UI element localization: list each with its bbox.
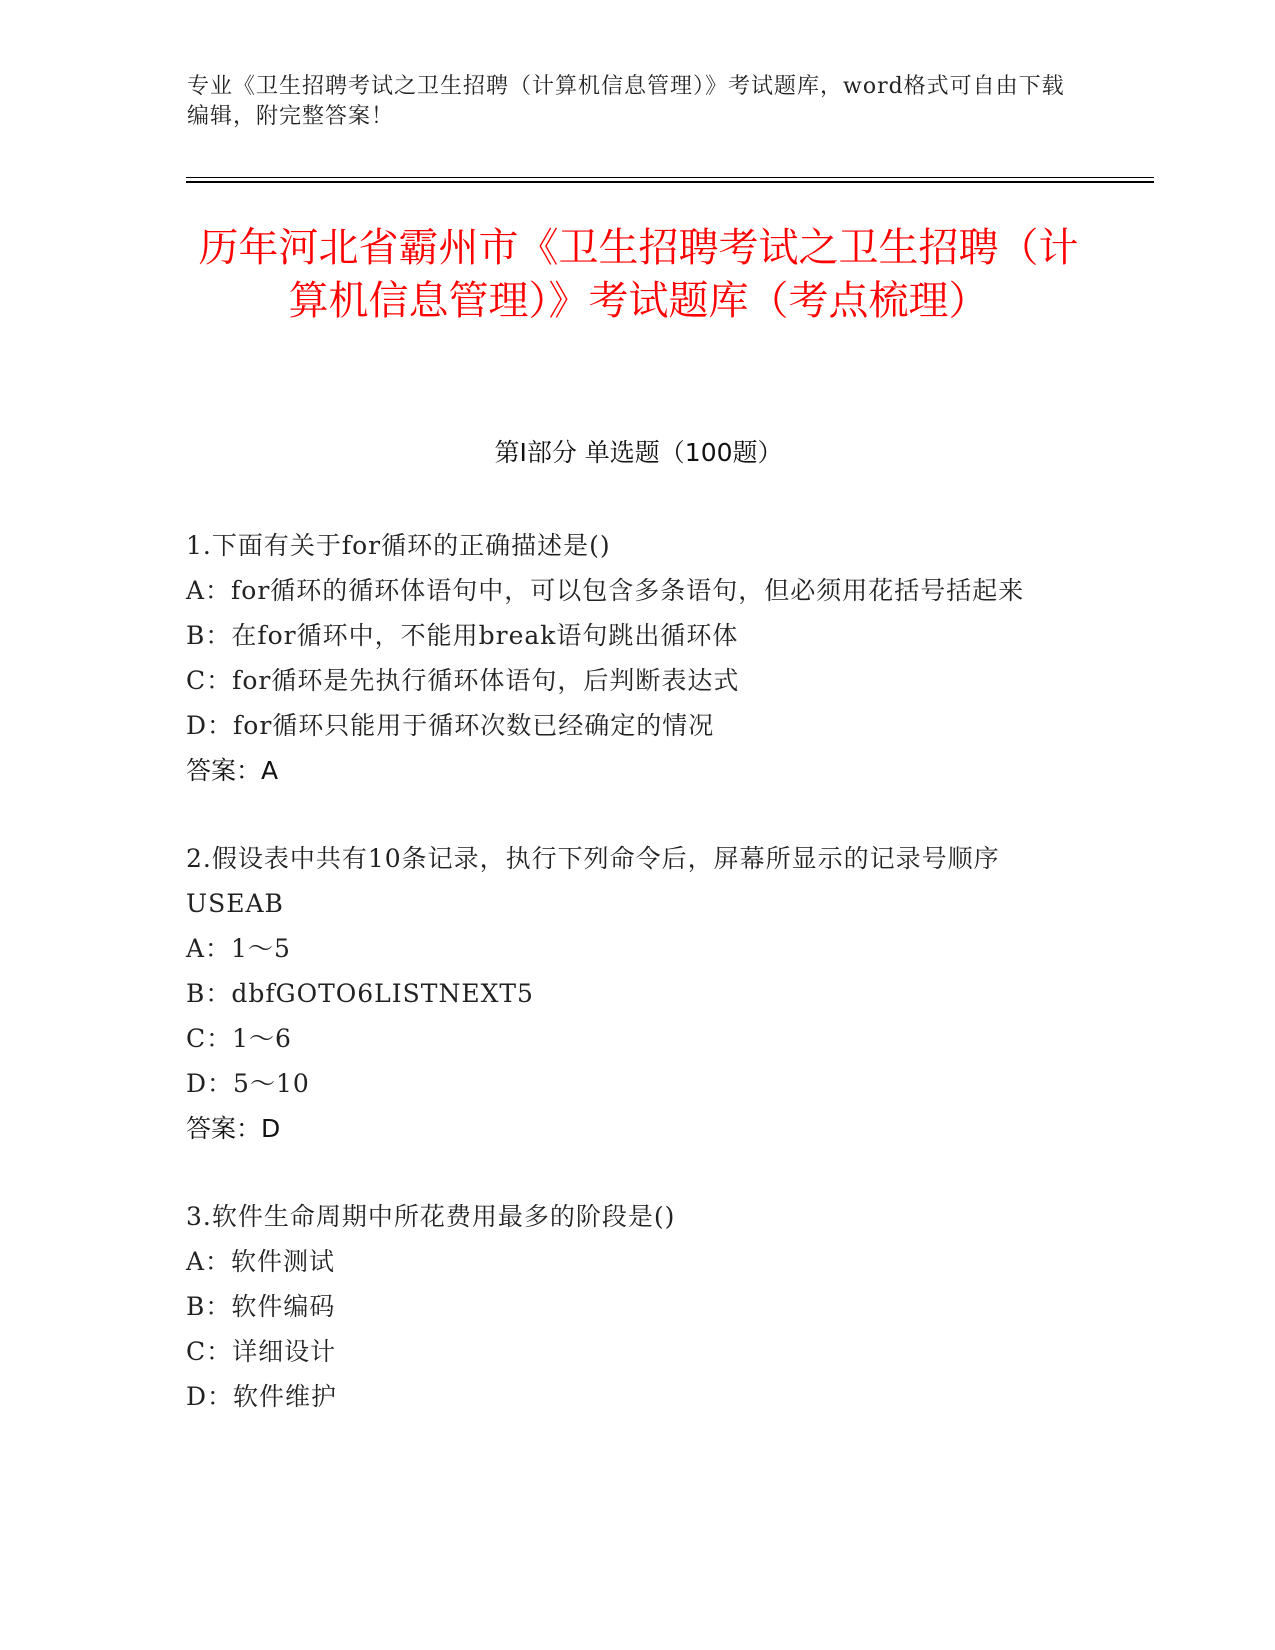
option-a: A：1～5 [186, 934, 291, 963]
option-a: A：for循环的循环体语句中，可以包含多条语句，但必须用花括号括起来 [186, 576, 1025, 605]
option-a: A：软件测试 [186, 1247, 336, 1276]
option-c: C：for循环是先执行循环体语句，后判断表达式 [186, 666, 740, 695]
option-d: D：5～10 [186, 1069, 310, 1098]
question-list [186, 523, 1091, 1462]
option-d: D：软件维护 [186, 1382, 338, 1411]
header-divider-thick [186, 181, 1154, 183]
header-note: 专业《卫生招聘考试之卫生招聘（计算机信息管理）》考试题库，word格式可自由下载编辑，附完整答案！ [187, 74, 1065, 129]
option-b: B：软件编码 [186, 1292, 336, 1321]
option-c: C：1～6 [186, 1024, 292, 1053]
question-stem: 3.软件生命周期中所花费用最多的阶段是() [186, 1202, 676, 1231]
option-d: D：for循环只能用于循环次数已经确定的情况 [186, 711, 715, 740]
answer-line: 答案：D [186, 1114, 281, 1143]
question-1 [186, 523, 1091, 793]
document-title: 历年河北省霸州市《卫生招聘考试之卫生招聘（计算机信息管理）》考试题库（考点梳理） [198, 225, 1079, 324]
question-2 [186, 836, 1091, 1151]
question-3 [186, 1194, 1091, 1419]
header-divider-thin [186, 177, 1154, 178]
option-b: B：dbfGOTO6LISTNEXT5 [186, 979, 534, 1008]
option-b: B：在for循环中，不能用break语句跳出循环体 [186, 621, 739, 650]
option-c: C：详细设计 [186, 1337, 337, 1366]
question-stem: 1.下面有关于for循环的正确描述是() [186, 531, 611, 560]
section-title: 第I部分 单选题（100题） [494, 438, 783, 467]
answer-line: 答案：A [186, 756, 279, 785]
question-stem: 2.假设表中共有10条记录，执行下列命令后，屏幕所显示的记录号顺序USEAB [186, 844, 1000, 918]
